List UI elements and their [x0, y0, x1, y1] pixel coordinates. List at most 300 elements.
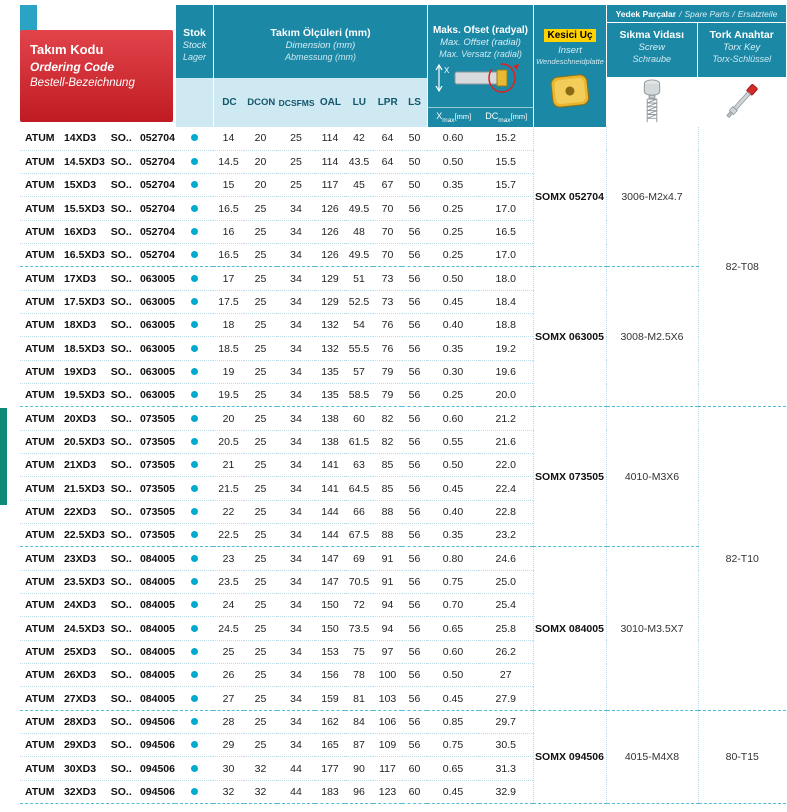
- spare-label-de: Ersatzteile: [737, 8, 778, 19]
- ordering-code-box: [20, 30, 173, 122]
- dc-cell: 27: [213, 687, 244, 710]
- stock-subheader: [176, 78, 213, 127]
- dcon-cell: 25: [244, 244, 277, 267]
- dcsfms-cell: 34: [277, 477, 315, 500]
- xmax-cell: 0.50: [427, 664, 479, 687]
- oal-cell: 159: [315, 687, 345, 710]
- dcmax-cell: 25.8: [479, 617, 533, 640]
- dc-cell: 19: [213, 360, 244, 383]
- tool-code-cell: ATUM 16.5XD3 SO.. 052704: [20, 244, 175, 267]
- ls-cell: 56: [402, 384, 427, 407]
- stock-cell: [175, 687, 213, 710]
- tool-code-cell: ATUM 22.5XD3 SO.. 073505: [20, 524, 175, 547]
- ls-cell: 56: [402, 594, 427, 617]
- ls-cell: 56: [402, 290, 427, 313]
- lpr-cell: 123: [373, 780, 402, 803]
- xmax-cell: 0.40: [427, 314, 479, 337]
- dc-cell: 14.5: [213, 150, 244, 173]
- stock-cell: [175, 407, 213, 430]
- lpr-cell: 64: [373, 150, 402, 173]
- insert-cell: SOMX 052704: [533, 127, 606, 267]
- xmax-cell: 0.60: [427, 407, 479, 430]
- tool-code-cell: ATUM 20XD3 SO.. 073505: [20, 407, 175, 430]
- stock-cell: [175, 290, 213, 313]
- dc-cell: 22.5: [213, 524, 244, 547]
- xmax-cell: 0.60: [427, 127, 479, 150]
- ls-cell: 56: [402, 640, 427, 663]
- dcsfms-cell: 34: [277, 640, 315, 663]
- dcmax-cell: 17.0: [479, 244, 533, 267]
- dcmax-cell: 26.2: [479, 640, 533, 663]
- dc-cell: 24: [213, 594, 244, 617]
- dc-cell: 28: [213, 710, 244, 733]
- torx-label-en: Torx Key: [723, 42, 761, 53]
- lu-cell: 48: [345, 220, 373, 243]
- stock-cell: [175, 267, 213, 290]
- dcsfms-cell: 34: [277, 314, 315, 337]
- lu-cell: 90: [345, 757, 373, 780]
- header-torx: [697, 23, 787, 77]
- catalog-body-table: [20, 127, 786, 804]
- stock-label-tr: Stok: [183, 27, 206, 39]
- stock-dot-icon: [191, 228, 198, 235]
- offset-label-de: Max. Versatz (radial): [439, 49, 522, 59]
- torx-label-de: Torx-Schlüssel: [712, 54, 772, 64]
- torx-key-icon: [713, 78, 769, 126]
- ls-cell: 56: [402, 220, 427, 243]
- dcsfms-cell: 34: [277, 407, 315, 430]
- stock-cell: [175, 524, 213, 547]
- dcsfms-cell: 34: [277, 710, 315, 733]
- lpr-cell: 76: [373, 314, 402, 337]
- ls-cell: 56: [402, 197, 427, 220]
- ls-cell: 56: [402, 337, 427, 360]
- lpr-cell: 85: [373, 477, 402, 500]
- stock-dot-icon: [191, 578, 198, 585]
- screw-label-de: Schraube: [632, 54, 672, 64]
- oal-cell: 144: [315, 500, 345, 523]
- dc-cell: 21.5: [213, 477, 244, 500]
- oal-cell: 132: [315, 337, 345, 360]
- oal-cell: 117: [315, 174, 345, 197]
- tool-code-cell: ATUM 18.5XD3 SO.. 063005: [20, 337, 175, 360]
- dcmax-cell: 16.5: [479, 220, 533, 243]
- lpr-cell: 94: [373, 594, 402, 617]
- stock-dot-icon: [191, 298, 198, 305]
- lu-cell: 84: [345, 710, 373, 733]
- tool-code-cell: ATUM 25XD3 SO.. 084005: [20, 640, 175, 663]
- dcsfms-cell: 34: [277, 430, 315, 453]
- stock-dot-icon: [191, 134, 198, 141]
- oal-cell: 147: [315, 570, 345, 593]
- lpr-cell: 103: [373, 687, 402, 710]
- col-label-dc: DC: [222, 97, 237, 108]
- stock-dot-icon: [191, 718, 198, 725]
- dcon-cell: 20: [244, 127, 277, 150]
- offset-label-en: Max. Offset (radial): [440, 37, 521, 48]
- insert-icon: [547, 71, 593, 113]
- lu-cell: 69: [345, 547, 373, 570]
- xmax-cell: 0.25: [427, 197, 479, 220]
- lu-cell: 49.5: [345, 244, 373, 267]
- lu-cell: 87: [345, 734, 373, 757]
- dcon-cell: 25: [244, 384, 277, 407]
- ordering-code-en: Ordering Code: [30, 60, 115, 74]
- stock-cell: [175, 757, 213, 780]
- col-label-oal: OAL: [319, 97, 342, 108]
- dcmax-cell: 32.9: [479, 780, 533, 803]
- dcmax-cell: 22.8: [479, 500, 533, 523]
- stock-cell: [175, 617, 213, 640]
- torx-key-cell: 82-T08: [698, 127, 786, 407]
- xmax-cell: 0.40: [427, 500, 479, 523]
- ls-cell: 60: [402, 757, 427, 780]
- screw-cell: 4010-M3X6: [606, 407, 698, 547]
- dcmax-cell: 29.7: [479, 710, 533, 733]
- table-row: [20, 267, 786, 290]
- dc-cell: 17: [213, 267, 244, 290]
- stock-cell: [175, 314, 213, 337]
- lpr-cell: 117: [373, 757, 402, 780]
- tool-code-cell: ATUM 21XD3 SO.. 073505: [20, 454, 175, 477]
- oal-cell: 129: [315, 267, 345, 290]
- dc-cell: 15: [213, 174, 244, 197]
- xmax-cell: 0.55: [427, 430, 479, 453]
- dcmax-cell: 22.4: [479, 477, 533, 500]
- dcmax-cell: 23.2: [479, 524, 533, 547]
- header-insert: [533, 5, 606, 127]
- dcsfms-cell: 34: [277, 290, 315, 313]
- table-row: [20, 710, 786, 733]
- table-row: [20, 407, 786, 430]
- xmax-cell: 0.50: [427, 267, 479, 290]
- dcon-cell: 25: [244, 594, 277, 617]
- lpr-cell: 91: [373, 547, 402, 570]
- dcmax-cell: 21.2: [479, 407, 533, 430]
- lu-cell: 70.5: [345, 570, 373, 593]
- screw-label-en: Screw: [638, 42, 665, 53]
- dc-cell: 16: [213, 220, 244, 243]
- dcmax-cell: 30.5: [479, 734, 533, 757]
- stock-dot-icon: [191, 788, 198, 795]
- lpr-cell: 79: [373, 360, 402, 383]
- tool-code-cell: ATUM 24.5XD3 SO.. 084005: [20, 617, 175, 640]
- tool-code-cell: ATUM 21.5XD3 SO.. 073505: [20, 477, 175, 500]
- stock-cell: [175, 430, 213, 453]
- screw-icon: [639, 78, 665, 126]
- oal-cell: 147: [315, 547, 345, 570]
- dcon-cell: 25: [244, 664, 277, 687]
- lpr-cell: 76: [373, 337, 402, 360]
- dcmax-cell: 19.2: [479, 337, 533, 360]
- oal-cell: 183: [315, 780, 345, 803]
- tool-code-cell: ATUM 19.5XD3 SO.. 063005: [20, 384, 175, 407]
- lu-cell: 75: [345, 640, 373, 663]
- lu-cell: 64.5: [345, 477, 373, 500]
- dims-label-en: Dimension (mm): [285, 40, 356, 51]
- dcon-cell: 25: [244, 687, 277, 710]
- tool-code-cell: ATUM 15.5XD3 SO.. 052704: [20, 197, 175, 220]
- dcsfms-cell: 34: [277, 664, 315, 687]
- oal-cell: 177: [315, 757, 345, 780]
- lpr-cell: 88: [373, 524, 402, 547]
- oal-cell: 153: [315, 640, 345, 663]
- header-ordering-code: [20, 5, 175, 127]
- xmax-cell: 0.70: [427, 594, 479, 617]
- lpr-cell: 94: [373, 617, 402, 640]
- stock-cell: [175, 197, 213, 220]
- dcmax-cell: 25.4: [479, 594, 533, 617]
- lu-cell: 72: [345, 594, 373, 617]
- dims-label-de: Abmessung (mm): [284, 52, 356, 62]
- lu-cell: 42: [345, 127, 373, 150]
- ordering-code-de: Bestell-Bezeichnung: [30, 77, 135, 89]
- screw-cell: 4015-M4X8: [606, 710, 698, 803]
- header-screw: [607, 23, 697, 77]
- oal-cell: 135: [315, 384, 345, 407]
- stock-dot-icon: [191, 765, 198, 772]
- stock-dot-icon: [191, 275, 198, 282]
- tool-code-cell: ATUM 26XD3 SO.. 084005: [20, 664, 175, 687]
- xmax-cell: 0.45: [427, 290, 479, 313]
- lu-cell: 57: [345, 360, 373, 383]
- stock-cell: [175, 360, 213, 383]
- oal-cell: 129: [315, 290, 345, 313]
- dcon-cell: 25: [244, 734, 277, 757]
- ls-cell: 56: [402, 244, 427, 267]
- tool-code-cell: ATUM 24XD3 SO.. 084005: [20, 594, 175, 617]
- stock-cell: [175, 220, 213, 243]
- dims-label-tr: Takım Ölçüleri (mm): [270, 27, 371, 39]
- dc-cell: 16.5: [213, 244, 244, 267]
- oal-cell: 150: [315, 617, 345, 640]
- stock-dot-icon: [191, 205, 198, 212]
- insert-cell: SOMX 094506: [533, 710, 606, 803]
- dcon-cell: 25: [244, 524, 277, 547]
- screw-label-tr: Sıkma Vidası: [619, 29, 685, 41]
- xmax-cell: 0.50: [427, 454, 479, 477]
- dc-cell: 18: [213, 314, 244, 337]
- tool-code-cell: ATUM 19XD3 SO.. 063005: [20, 360, 175, 383]
- lpr-cell: 64: [373, 127, 402, 150]
- ls-cell: 56: [402, 570, 427, 593]
- tool-code-cell: ATUM 23XD3 SO.. 084005: [20, 547, 175, 570]
- xmax-cell: 0.45: [427, 687, 479, 710]
- xmax-label: $X_{max}[mm]$: [436, 111, 472, 124]
- stock-cell: [175, 477, 213, 500]
- dcsfms-cell: 34: [277, 500, 315, 523]
- catalog-table: [20, 5, 786, 804]
- tool-code-cell: ATUM 20.5XD3 SO.. 073505: [20, 430, 175, 453]
- lpr-cell: 82: [373, 430, 402, 453]
- stock-dot-icon: [191, 671, 198, 678]
- ls-cell: 56: [402, 547, 427, 570]
- lu-cell: 54: [345, 314, 373, 337]
- header-max-offset: [427, 5, 533, 127]
- dcmax-cell: 15.5: [479, 150, 533, 173]
- dcmax-cell: 18.4: [479, 290, 533, 313]
- oal-cell: 126: [315, 220, 345, 243]
- page-edge-tab: [0, 408, 7, 505]
- xmax-cell: 0.30: [427, 360, 479, 383]
- lpr-cell: 85: [373, 454, 402, 477]
- dcsfms-cell: 34: [277, 594, 315, 617]
- oal-cell: 150: [315, 594, 345, 617]
- dcon-cell: 25: [244, 454, 277, 477]
- tool-code-cell: ATUM 15XD3 SO.. 052704: [20, 174, 175, 197]
- dc-cell: 19.5: [213, 384, 244, 407]
- col-label-dcon: DCON: [247, 97, 276, 108]
- stock-label-en: Stock: [182, 40, 207, 51]
- dcon-cell: 25: [244, 430, 277, 453]
- xmax-cell: 0.35: [427, 174, 479, 197]
- lu-cell: 67.5: [345, 524, 373, 547]
- stock-dot-icon: [191, 601, 198, 608]
- tool-code-cell: ATUM 16XD3 SO.. 052704: [20, 220, 175, 243]
- dcon-cell: 25: [244, 407, 277, 430]
- oal-cell: 138: [315, 430, 345, 453]
- dcon-cell: 25: [244, 360, 277, 383]
- dcon-cell: 25: [244, 500, 277, 523]
- lu-cell: 73.5: [345, 617, 373, 640]
- stock-cell: [175, 127, 213, 150]
- stock-dot-icon: [191, 321, 198, 328]
- lpr-cell: 109: [373, 734, 402, 757]
- tool-code-cell: ATUM 32XD3 SO.. 094506: [20, 780, 175, 803]
- header-stock: [175, 5, 213, 127]
- ls-cell: 56: [402, 407, 427, 430]
- lu-cell: 61.5: [345, 430, 373, 453]
- lpr-cell: 91: [373, 570, 402, 593]
- dcmax-cell: 20.0: [479, 384, 533, 407]
- dcsfms-cell: 34: [277, 384, 315, 407]
- stock-cell: [175, 640, 213, 663]
- lu-cell: 51: [345, 267, 373, 290]
- insert-cell: SOMX 084005: [533, 547, 606, 710]
- screw-cell: 3010-M3.5X7: [606, 547, 698, 710]
- dcsfms-cell: 34: [277, 617, 315, 640]
- col-label-ls: LS: [408, 97, 421, 108]
- stock-dot-icon: [191, 368, 198, 375]
- stock-cell: [175, 547, 213, 570]
- col-label-lu: LU: [352, 97, 366, 108]
- table-row: [20, 547, 786, 570]
- lu-cell: 60: [345, 407, 373, 430]
- table-row: [20, 127, 786, 150]
- tool-code-cell: ATUM 22XD3 SO.. 073505: [20, 500, 175, 523]
- oal-cell: 135: [315, 360, 345, 383]
- ls-cell: 50: [402, 150, 427, 173]
- tool-code-cell: ATUM 27XD3 SO.. 084005: [20, 687, 175, 710]
- xmax-cell: 0.25: [427, 244, 479, 267]
- stock-label-de: Lager: [182, 52, 207, 62]
- ls-cell: 56: [402, 314, 427, 337]
- dc-cell: 16.5: [213, 197, 244, 220]
- spare-label-tr: Yedek Parçalar: [615, 8, 677, 19]
- lpr-cell: 106: [373, 710, 402, 733]
- dcsfms-cell: 34: [277, 734, 315, 757]
- screw-cell: 3008-M2.5X6: [606, 267, 698, 407]
- stock-dot-icon: [191, 695, 198, 702]
- oal-cell: 141: [315, 477, 345, 500]
- lu-cell: 45: [345, 174, 373, 197]
- dcsfms-cell: 34: [277, 337, 315, 360]
- dcon-cell: 25: [244, 640, 277, 663]
- xmax-cell: 0.50: [427, 150, 479, 173]
- xmax-cell: 0.80: [427, 547, 479, 570]
- oal-cell: 165: [315, 734, 345, 757]
- dcsfms-cell: 34: [277, 220, 315, 243]
- dcon-cell: 25: [244, 710, 277, 733]
- xmax-cell: 0.85: [427, 710, 479, 733]
- ls-cell: 56: [402, 454, 427, 477]
- oal-cell: 144: [315, 524, 345, 547]
- xmax-cell: 0.35: [427, 524, 479, 547]
- dcon-cell: 32: [244, 757, 277, 780]
- stock-cell: [175, 244, 213, 267]
- lu-cell: 96: [345, 780, 373, 803]
- stock-dot-icon: [191, 555, 198, 562]
- lpr-cell: 82: [373, 407, 402, 430]
- lu-cell: 66: [345, 500, 373, 523]
- spare-label-en: Spare Parts: [684, 8, 730, 19]
- oal-cell: 138: [315, 407, 345, 430]
- dcsfms-cell: 34: [277, 524, 315, 547]
- insert-cell: SOMX 073505: [533, 407, 606, 547]
- xmax-cell: 0.25: [427, 220, 479, 243]
- stock-cell: [175, 150, 213, 173]
- ls-cell: 56: [402, 524, 427, 547]
- lpr-cell: 70: [373, 197, 402, 220]
- oal-cell: 162: [315, 710, 345, 733]
- stock-dot-icon: [191, 461, 198, 468]
- ls-cell: 56: [402, 477, 427, 500]
- dcsfms-cell: 44: [277, 757, 315, 780]
- dcsfms-cell: 34: [277, 570, 315, 593]
- ls-cell: 60: [402, 780, 427, 803]
- dcon-cell: 25: [244, 197, 277, 220]
- dcon-cell: 25: [244, 220, 277, 243]
- corner-tab-icon: [20, 5, 37, 32]
- dcmax-cell: 15.2: [479, 127, 533, 150]
- stock-cell: [175, 384, 213, 407]
- stock-dot-icon: [191, 438, 198, 445]
- xmax-cell: 0.35: [427, 337, 479, 360]
- insert-label-de: Wendeschneidplatte: [536, 57, 604, 66]
- header-dimensions: [213, 5, 427, 127]
- stock-cell: [175, 454, 213, 477]
- lu-cell: 78: [345, 664, 373, 687]
- dcsfms-cell: 34: [277, 454, 315, 477]
- lu-cell: 63: [345, 454, 373, 477]
- tool-code-cell: ATUM 23.5XD3 SO.. 084005: [20, 570, 175, 593]
- stock-dot-icon: [191, 158, 198, 165]
- oal-cell: 141: [315, 454, 345, 477]
- table-header: [20, 5, 786, 127]
- dcmax-cell: 27.9: [479, 687, 533, 710]
- dcmax-cell: 15.7: [479, 174, 533, 197]
- dcon-cell: 25: [244, 547, 277, 570]
- oal-cell: 126: [315, 244, 345, 267]
- xmax-cell: 0.45: [427, 780, 479, 803]
- stock-dot-icon: [191, 625, 198, 632]
- dcmax-cell: 22.0: [479, 454, 533, 477]
- screw-cell: 3006-M2x4.7: [606, 127, 698, 267]
- lpr-cell: 73: [373, 267, 402, 290]
- dcmax-cell: 18.8: [479, 314, 533, 337]
- dcsfms-cell: 25: [277, 174, 315, 197]
- lu-cell: 43.5: [345, 150, 373, 173]
